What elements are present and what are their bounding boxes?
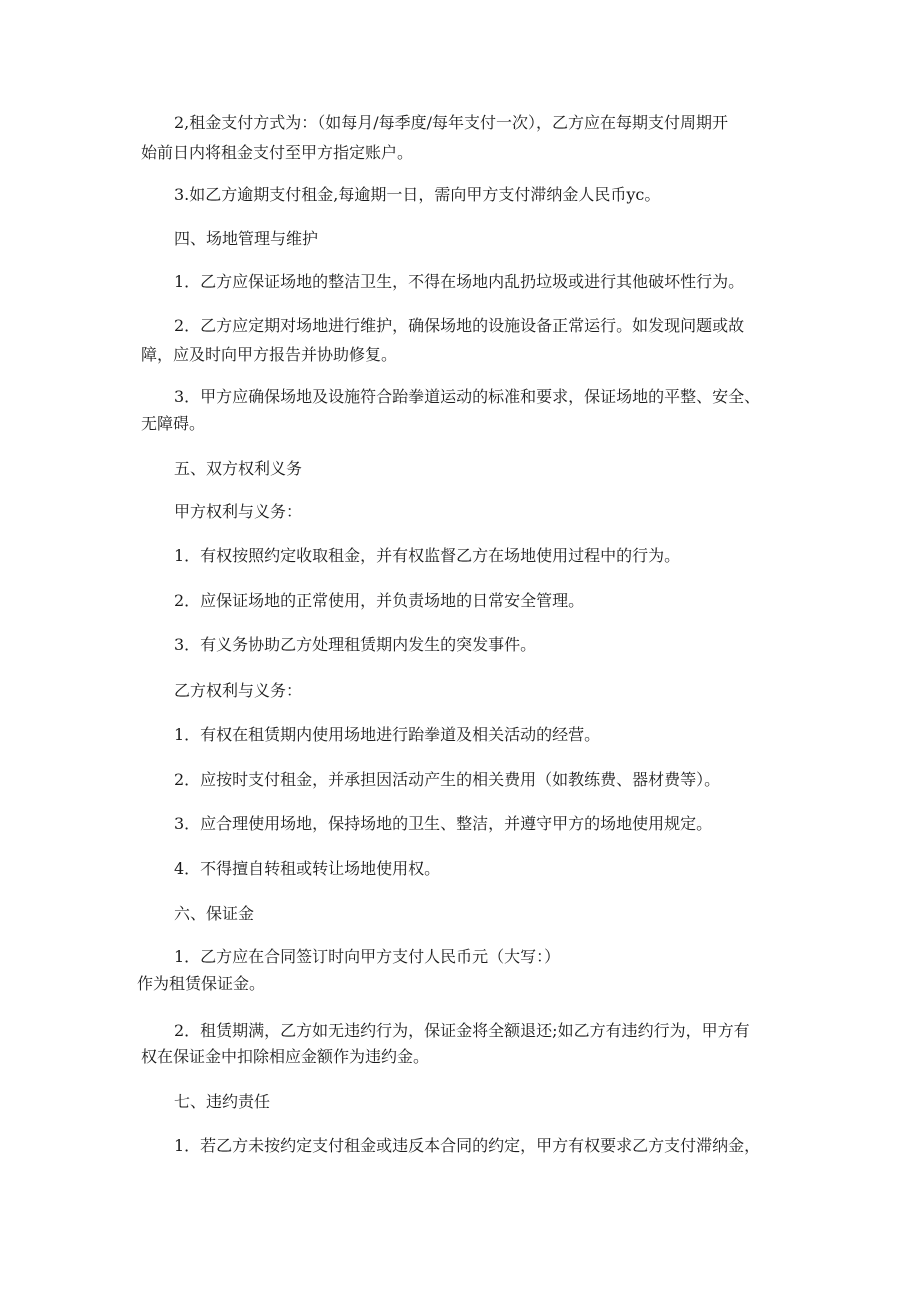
paragraph-line: 2．乙方应定期对场地进行维护，确保场地的设施设备正常运行。如发现问题或故 <box>174 316 745 335</box>
paragraph-line: 1．有权按照约定收取租金，并有权监督乙方在场地使用过程中的行为。 <box>174 546 681 565</box>
paragraph-line: 2,租金支付方式为：（如每月/每季度/每年支付一次），乙方应在每期支付周期开 <box>174 113 729 132</box>
subheading: 乙方权利与义务： <box>174 681 303 700</box>
paragraph-line: 无障碍。 <box>141 414 206 433</box>
paragraph-line: 权在保证金中扣除相应金额作为违约金。 <box>141 1047 430 1066</box>
paragraph-line: 1．乙方应保证场地的整洁卫生，不得在场地内乱扔垃圾或进行其他破坏性行为。 <box>174 272 745 291</box>
paragraph-line: 1．乙方应在合同签订时向甲方支付人民币元（大写：） <box>174 947 561 966</box>
paragraph-line: 作为租赁保证金。 <box>137 974 266 993</box>
paragraph-line: 2．应保证场地的正常使用，并负责场地的日常安全管理。 <box>174 591 585 610</box>
paragraph-line: 3.如乙方逾期支付租金,每逾期一日，需向甲方支付滞纳金人民币yc。 <box>174 185 661 204</box>
paragraph-line: 始前日内将租金支付至甲方指定账户。 <box>141 143 414 162</box>
section-heading: 四、场地管理与维护 <box>174 229 319 248</box>
paragraph-line: 3．应合理使用场地，保持场地的卫生、整洁，并遵守甲方的场地使用规定。 <box>174 814 713 833</box>
paragraph-line: 1．若乙方未按约定支付租金或违反本合同的约定，甲方有权要求乙方支付滞纳金， <box>174 1136 761 1155</box>
section-heading: 六、保证金 <box>174 904 255 923</box>
paragraph-line: 1．有权在租赁期内使用场地进行跆拳道及相关活动的经营。 <box>174 725 601 744</box>
subheading: 甲方权利与义务： <box>174 502 303 521</box>
paragraph-line: 障，应及时向甲方报告并协助修复。 <box>141 345 398 364</box>
paragraph-line: 2．应按时支付租金，并承担因活动产生的相关费用（如教练费、器材费等）。 <box>174 770 721 789</box>
section-heading: 七、违约责任 <box>174 1092 271 1111</box>
paragraph-line: 2．租赁期满，乙方如无违约行为，保证金将全额退还;如乙方有违约行为，甲方有 <box>174 1021 750 1040</box>
section-heading: 五、双方权利义务 <box>174 459 303 478</box>
paragraph-line: 4．不得擅自转租或转让场地使用权。 <box>174 859 441 878</box>
paragraph-line: 3．有义务协助乙方处理租赁期内发生的突发事件。 <box>174 635 537 654</box>
paragraph-line: 3．甲方应确保场地及设施符合跆拳道运动的标准和要求，保证场地的平整、安全、 <box>174 387 761 406</box>
